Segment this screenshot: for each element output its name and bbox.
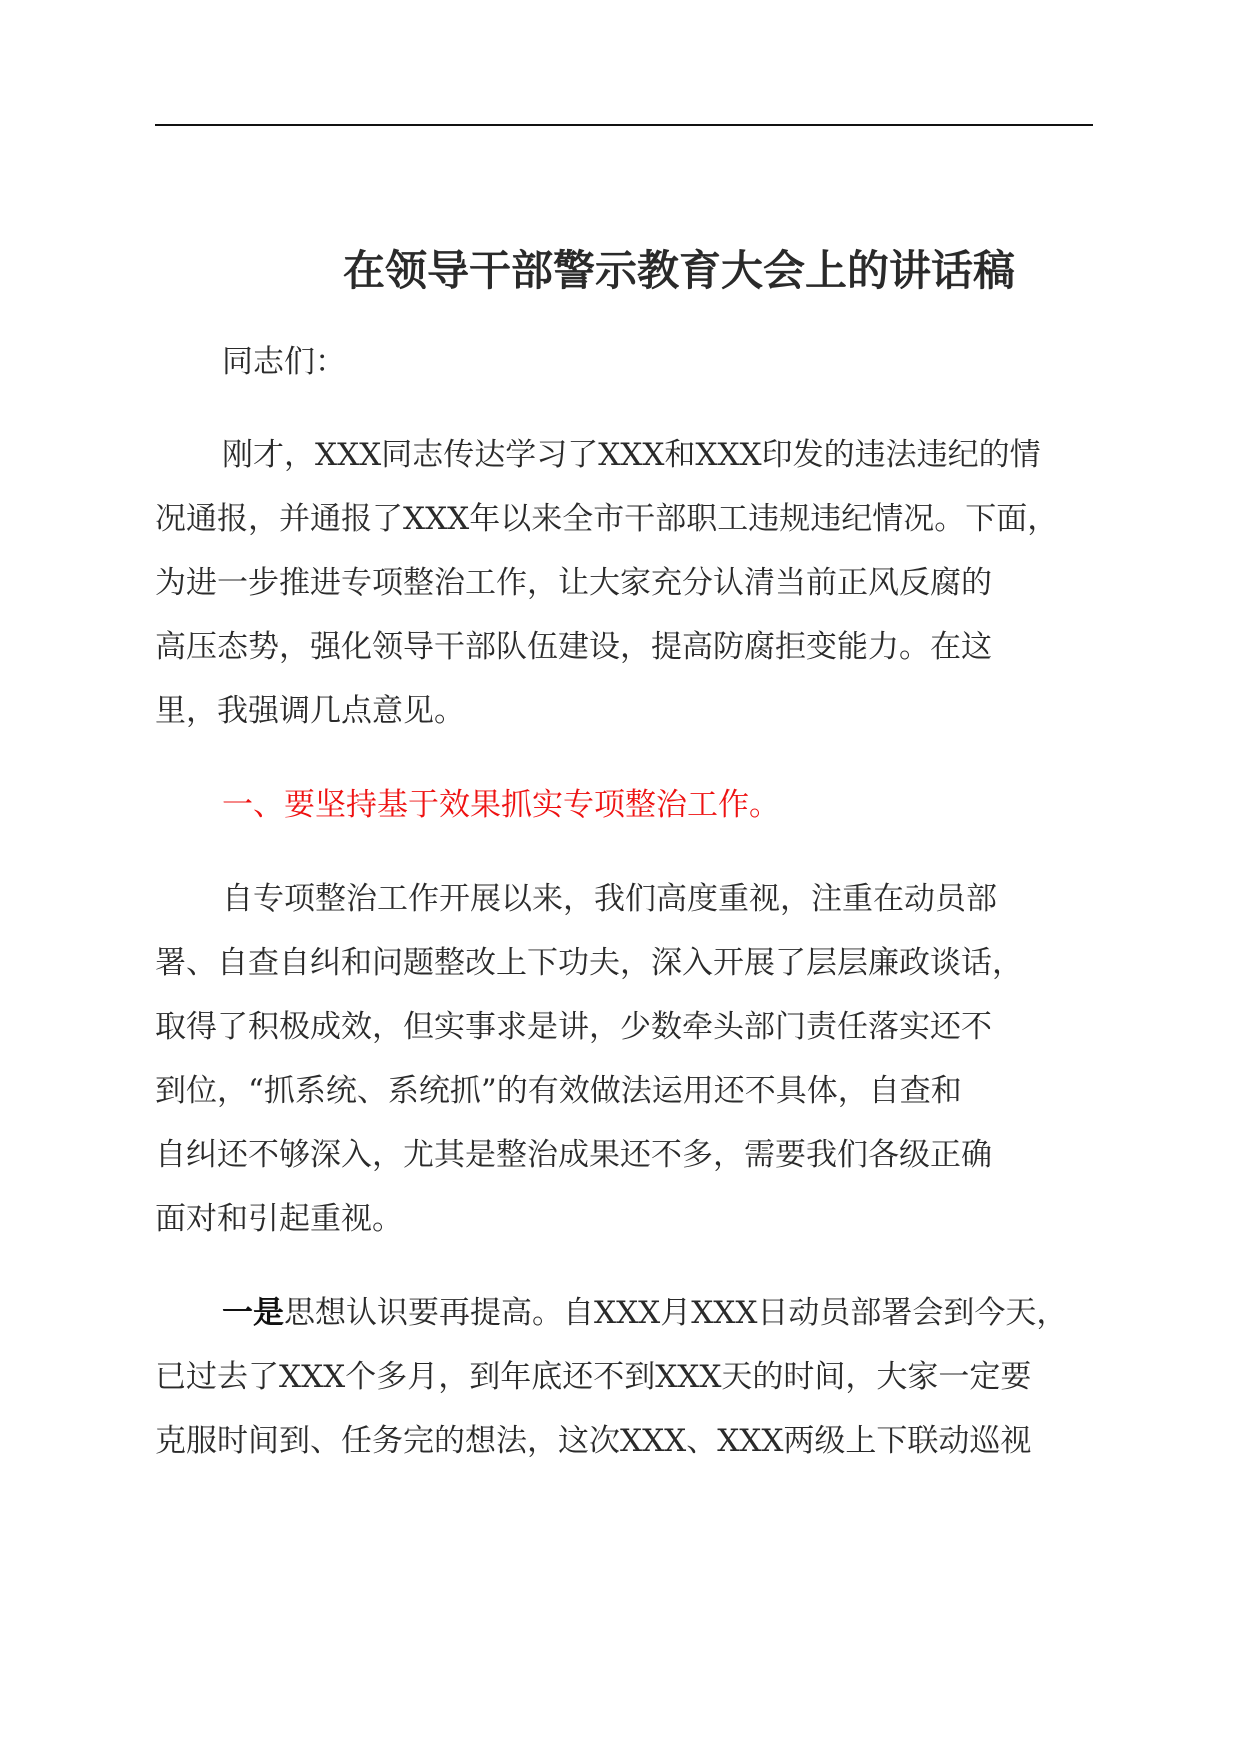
paragraph-line: 自专项整治工作开展以来，我们高度重视，注重在动员部 bbox=[222, 881, 997, 917]
paragraph-line: 克服时间到、任务完的想法，这次XXX、XXX两级上下联动巡视 bbox=[155, 1423, 1032, 1459]
paragraph-line: 自纠还不够深入，尤其是整治成果还不多，需要我们各级正确 bbox=[155, 1137, 992, 1173]
paragraph-line: 里，我强调几点意见。 bbox=[155, 693, 465, 729]
paragraph-line: 况通报，并通报了XXX年以来全市干部职工违规违纪情况。下面， bbox=[155, 501, 1059, 537]
paragraph-lead-bold: 一是 bbox=[222, 1295, 284, 1331]
paragraph-line: 刚才，XXX同志传达学习了XXX和XXX印发的违法违纪的情 bbox=[222, 437, 1041, 473]
paragraph-line: 署、自查自纠和问题整改上下功夫，深入开展了层层廉政谈话， bbox=[155, 945, 1023, 981]
section-heading: 一、要坚持基于效果抓实专项整治工作。 bbox=[222, 787, 780, 823]
paragraph-line: 到位，“抓系统、系统抓”的有效做法运用还不具体，自查和 bbox=[155, 1073, 962, 1109]
salutation: 同志们： bbox=[222, 344, 346, 380]
paragraph-line: 取得了积极成效，但实事求是讲，少数牵头部门责任落实还不 bbox=[155, 1009, 992, 1045]
paragraph-line: 面对和引起重视。 bbox=[155, 1201, 403, 1237]
document-title: 在领导干部警示教育大会上的讲话稿 bbox=[342, 246, 1015, 295]
paragraph-line: 高压态势，强化领导干部队伍建设，提高防腐拒变能力。在这 bbox=[155, 629, 992, 665]
paragraph-line bbox=[222, 1288, 1067, 1338]
header-rule bbox=[155, 124, 1093, 126]
paragraph-line: 已过去了XXX个多月，到年底还不到XXX天的时间，大家一定要 bbox=[155, 1359, 1032, 1395]
paragraph-line-rest: 思想认识要再提高。自XXX月XXX日动员部署会到今天， bbox=[284, 1295, 1068, 1331]
paragraph-line: 为进一步推进专项整治工作，让大家充分认清当前正风反腐的 bbox=[155, 565, 992, 601]
